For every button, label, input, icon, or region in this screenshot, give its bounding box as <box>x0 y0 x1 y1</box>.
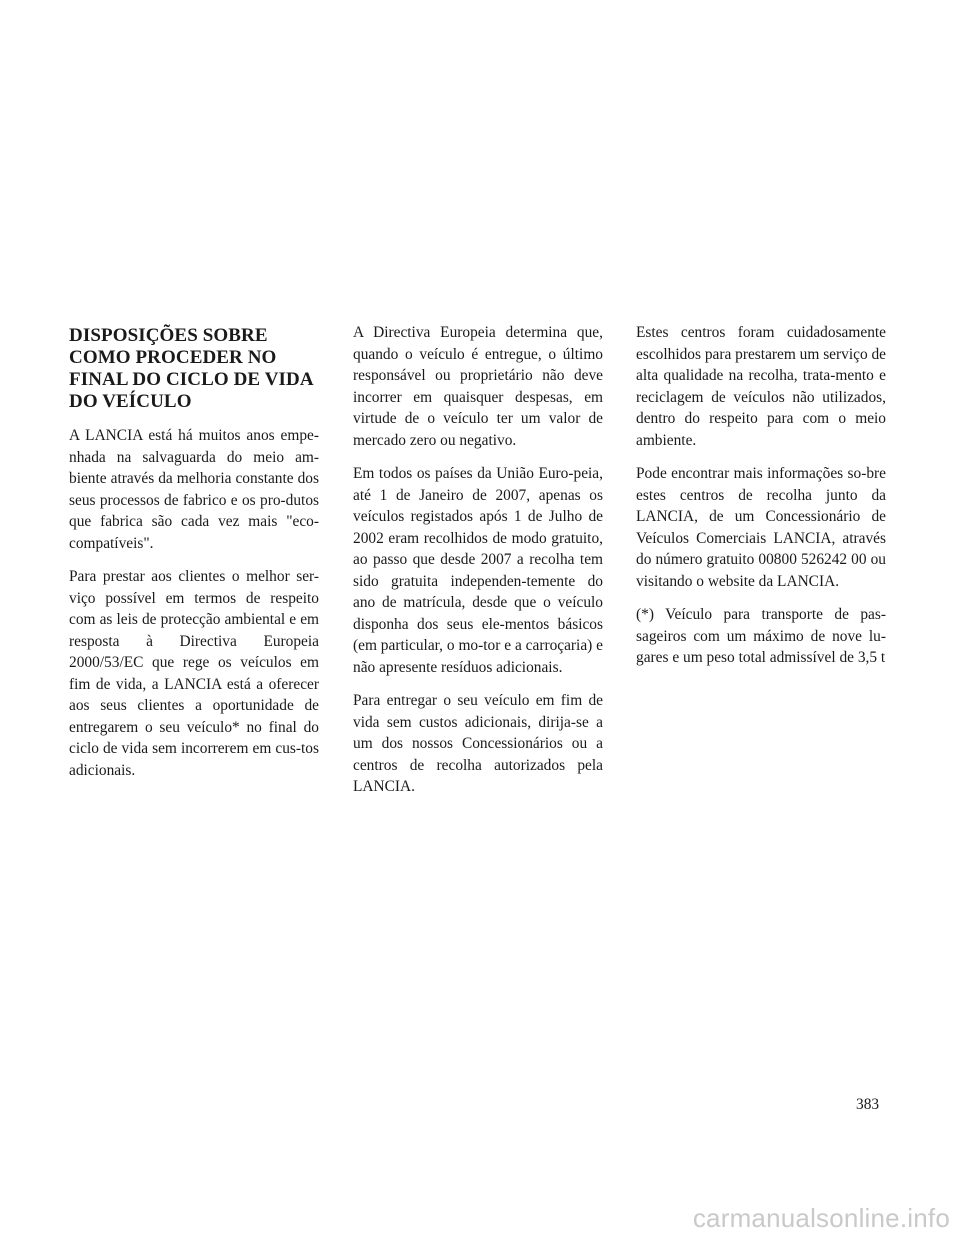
heading-line: FINAL DO CICLO DE VIDA <box>69 369 314 390</box>
text-column-3 <box>636 322 886 681</box>
heading-line: DISPOSIÇÕES SOBRE <box>69 325 268 346</box>
paragraph-eu-countries: Em todos os países da União Euro-peia, até 1 de Janeiro de 2007, apenas os veículos registados após 1 de Julho de 2002 eram recolhidos de modo gratuito, ao passo que desde 2007 a recolha tem sido gratuita independen-temente do ano de matrícula, desde que o veículo disponha dos seus ele-mentos básicos (em particular, o mo-tor e a carroçaria) e não apresente resíduos adicionais. <box>353 465 603 676</box>
heading-line: DO VEÍCULO <box>69 391 192 412</box>
heading-line: COMO PROCEDER NO <box>69 347 277 368</box>
paragraph-footnote: (*) Veículo para transporte de pas-sageiros com um máximo de nove lu-gares e um peso total admissível de 3,5 t <box>636 606 886 666</box>
paragraph-centres: Estes centros foram cuidadosamente escolhidos para prestarem um serviço de alta qualidade na recolha, trata-mento e reciclagem de veículos não utilizados, dentro do respeito para com o meio ambiente. <box>636 324 887 449</box>
text-column-1 <box>69 322 319 793</box>
section-heading <box>69 325 319 413</box>
paragraph-directive: A Directiva Europeia determina que, quando o veículo é entregue, o último responsável ou proprietário não deve incorrer em quaisquer despesas, em virtude de o veículo ter um valor de mercado zero ou negativo. <box>353 324 603 449</box>
paragraph-more-info: Pode encontrar mais informações so-bre estes centros de recolha junto da LANCIA, de um Concessionário de Veículos Comerciais LANCIA, através do número gratuito 00800 526242 00 ou visitando o website da LANCIA. <box>636 465 886 590</box>
paragraph-customer-offer: Para prestar aos clientes o melhor ser-viço possível em termos de respeito com as leis de protecção ambiental e em resposta à Directiva Europeia 2000/53/EC que rege os veículos em fim de vida, a LANCIA está a oferecer aos seus clientes a oportunidade de entregarem o seu veículo* no final do ciclo de vida sem incorrerem em cus-tos adicionais. <box>69 568 319 779</box>
paragraph-intro: A LANCIA está há muitos anos empe-nhada na salvaguarda do meio am-biente através da melhoria constante dos seus processos de fabrico e os pro-dutos que fabrica são cada vez mais "eco-compatíveis". <box>69 427 319 552</box>
text-column-2 <box>353 322 603 810</box>
watermark-logo: carmanualsonline.info <box>692 1203 950 1233</box>
paragraph-delivery: Para entregar o seu veículo em fim de vida sem custos adicionais, dirija-se a um dos nossos Concessionários ou a centros de recolha autorizados pela LANCIA. <box>353 692 603 795</box>
page-number: 383 <box>856 1096 880 1113</box>
